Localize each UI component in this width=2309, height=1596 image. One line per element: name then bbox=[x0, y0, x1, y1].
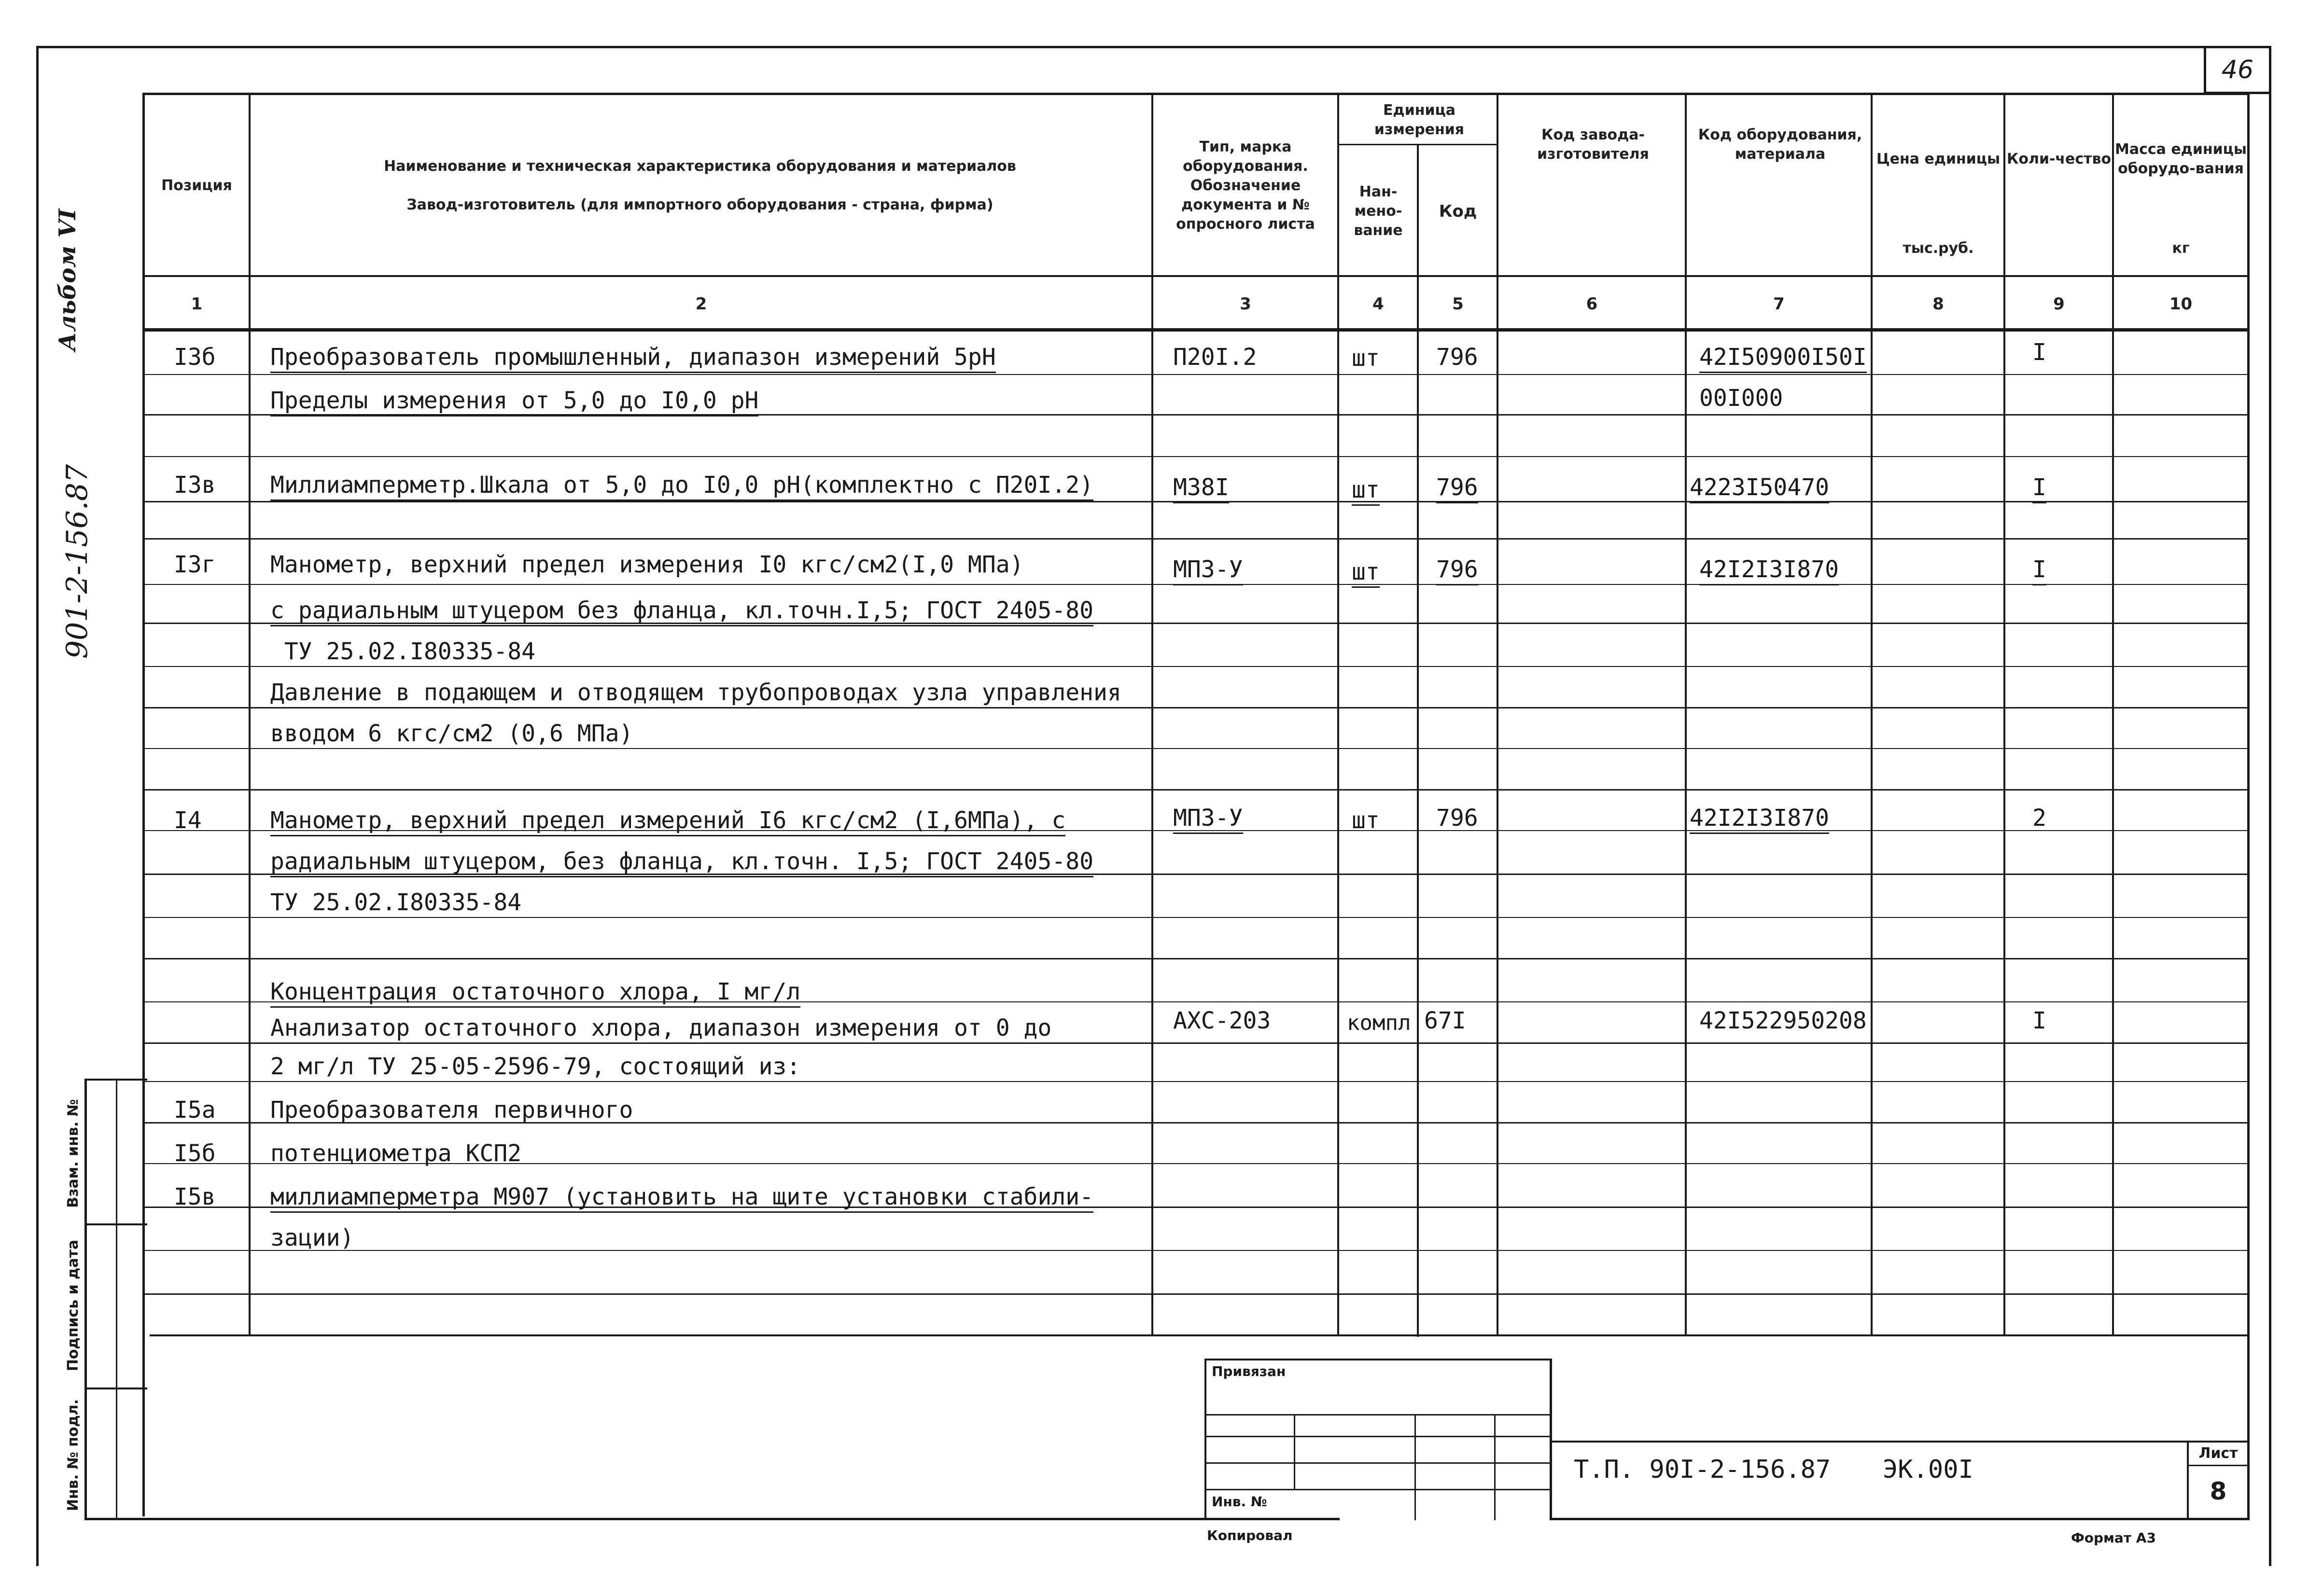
col-header-factory-code: Код завода-изготовителя bbox=[1537, 126, 1649, 163]
row-type: П20I.2 bbox=[1173, 344, 1257, 371]
col-number: 3 bbox=[1240, 294, 1251, 314]
col-header-name: Наименование и техническая характеристика оборудования и материалов Завод-изготовитель (для импортного оборудования - страна, фирма) bbox=[384, 158, 1016, 213]
row-name: с радиальным штуцером без фланца, кл.точн.I,5; ГОСТ 2405-80 bbox=[270, 596, 1093, 626]
row-unit: шт bbox=[1352, 557, 1380, 588]
row-unit-code: 796 bbox=[1436, 344, 1478, 371]
col-header-quantity: Коли-чество bbox=[2006, 151, 2112, 167]
sheet-label: Лист bbox=[2198, 1445, 2238, 1462]
row-type: АХС-203 bbox=[1173, 1007, 1271, 1034]
col-number: 5 bbox=[1452, 294, 1464, 314]
col-number: 2 bbox=[695, 294, 707, 314]
header-bottom bbox=[142, 275, 2250, 277]
col-header-mass-unit: кг bbox=[2172, 240, 2190, 257]
row-name: ТУ 25.02.I80335-84 bbox=[270, 638, 536, 665]
project-code-vertical: 901-2-156.87 bbox=[60, 464, 94, 659]
document-designation: Т.П. 90I-2-156.87 bbox=[1574, 1455, 1831, 1484]
row-quantity: I bbox=[2032, 339, 2046, 366]
row-name: Манометр, верхний предел измерений I6 кгс/см2 (I,6МПа), с bbox=[270, 806, 1065, 836]
row-name: радиальным штуцером, без фланца, кл.точн. I,5; ГОСТ 2405-80 bbox=[270, 847, 1093, 877]
field-signature-date: Подпись и дата bbox=[65, 1239, 82, 1372]
row-unit-code: 796 bbox=[1436, 473, 1478, 503]
sheet-corner-number: 46 bbox=[2221, 56, 2254, 84]
title-block-top bbox=[1552, 1441, 2250, 1443]
row-name: Преобразователь промышленный, диапазон измерений 5рН bbox=[270, 343, 996, 373]
col-header-material-code: Код оборудования, материала bbox=[1698, 126, 1862, 163]
row-unit-code: 796 bbox=[1436, 555, 1478, 585]
row-unit: шт bbox=[1352, 475, 1380, 506]
sheet-number: 8 bbox=[2210, 1477, 2227, 1505]
row-position: I5в bbox=[174, 1183, 216, 1210]
format-label: Формат А3 bbox=[2071, 1530, 2156, 1546]
col-number: 9 bbox=[2053, 294, 2065, 314]
album-label: Альбом VI bbox=[54, 208, 81, 351]
row-quantity: 2 bbox=[2032, 805, 2046, 832]
row-unit: компл bbox=[1347, 1011, 1411, 1035]
table-right bbox=[2247, 93, 2250, 1338]
bound-label: Привязан bbox=[1212, 1363, 1286, 1379]
frame-right bbox=[2269, 46, 2271, 1566]
copied-label: Копировал bbox=[1207, 1527, 1293, 1543]
row-quantity: I bbox=[2032, 555, 2046, 585]
row-material-code: 4223I50470 bbox=[1690, 473, 1829, 503]
row-material-code: 42I2I3I870 bbox=[1699, 555, 1839, 585]
binding-box-top bbox=[1204, 1359, 1552, 1360]
row-name: потенциометра КСП2 bbox=[270, 1140, 522, 1167]
row-type: М38I bbox=[1173, 473, 1229, 503]
row-position: I3в bbox=[174, 472, 216, 499]
row-name: вводом 6 кгс/см2 (0,6 МПа) bbox=[270, 720, 633, 747]
col-header-price: Цена единицы bbox=[1876, 151, 2001, 167]
row-name: Пределы измерения от 5,0 до I0,0 рН bbox=[270, 386, 758, 416]
row-material-code: 42I2I3I870 bbox=[1690, 804, 1829, 834]
row-name: Концентрация остаточного хлора, I мг/л bbox=[270, 977, 800, 1008]
row-type: МПЗ-У bbox=[1173, 555, 1243, 585]
field-original-inv: Инв. № подл. bbox=[65, 1399, 82, 1512]
row-name: Миллиамперметр.Шкала от 5,0 до I0,0 рН(комплектно с П20I.2) bbox=[270, 471, 1093, 501]
row-type: МПЗ-У bbox=[1173, 804, 1243, 834]
frame-left bbox=[36, 46, 39, 1566]
table-top bbox=[142, 93, 2250, 95]
inv-number-label: Инв. № bbox=[1212, 1494, 1267, 1510]
row-material-code: 42I522950208 bbox=[1699, 1007, 1867, 1034]
row-name: Анализатор остаточного хлора, диапазон измерения от 0 до bbox=[270, 1013, 1051, 1044]
col-number: 8 bbox=[1932, 294, 1944, 314]
row-position: I3б bbox=[174, 344, 216, 371]
row-unit: шт bbox=[1352, 345, 1380, 372]
row-name: Преобразователя первичного bbox=[270, 1096, 633, 1124]
col-header-type: Тип, марка оборудования. Обозначение документа и № опросного листа bbox=[1176, 139, 1315, 233]
col-header-unit-name: Нан-мено-вание bbox=[1354, 183, 1403, 239]
row-name: Давление в подающем и отводящем трубопроводах узла управления bbox=[270, 678, 1121, 708]
table-bottom bbox=[150, 1334, 2250, 1336]
col-header-unit-group: Единица измерения bbox=[1374, 102, 1465, 138]
row-name: Манометр, верхний предел измерения I0 кгс/см2(I,0 МПа) bbox=[270, 551, 1024, 578]
row-position: I5б bbox=[174, 1140, 216, 1167]
row-unit: шт bbox=[1352, 807, 1380, 834]
row-unit-code: 796 bbox=[1436, 805, 1478, 832]
row-name: ТУ 25.02.I80335-84 bbox=[270, 889, 522, 916]
frame-top bbox=[36, 46, 2271, 48]
row-name: миллиамперметра М907 (установить на щите установки стабили- bbox=[270, 1182, 1093, 1213]
col-number: 10 bbox=[2169, 294, 2193, 314]
col-number: 4 bbox=[1372, 294, 1384, 314]
col-header-price-unit: тыс.руб. bbox=[1903, 240, 1974, 257]
col-num-bottom bbox=[142, 328, 2250, 332]
row-position: I5а bbox=[174, 1096, 216, 1124]
row-material-code: 00I000 bbox=[1699, 385, 1783, 412]
col-header-mass: Масса единицы оборудо-вания bbox=[2114, 141, 2247, 177]
row-name: 2 мг/л ТУ 25-05-2596-79, состоящий из: bbox=[270, 1053, 801, 1080]
row-position: I3г bbox=[174, 551, 216, 578]
col-number: 1 bbox=[191, 294, 203, 314]
col-header-unit-code: Код bbox=[1439, 201, 1477, 221]
col-header-position: Позиция bbox=[161, 177, 232, 194]
col-number: 6 bbox=[1586, 294, 1598, 314]
document-code: ЭК.00I bbox=[1883, 1455, 1973, 1484]
row-quantity: I bbox=[2032, 1007, 2046, 1034]
field-replaced-inv: Взам. инв. № bbox=[65, 1099, 82, 1208]
row-unit-code: 67I bbox=[1424, 1007, 1466, 1034]
row-material-code: 42I50900I50I bbox=[1699, 343, 1867, 373]
row-name: зации) bbox=[270, 1224, 354, 1251]
row-position: I4 bbox=[174, 807, 202, 834]
col-number: 7 bbox=[1773, 294, 1785, 314]
row-quantity: I bbox=[2032, 473, 2046, 503]
